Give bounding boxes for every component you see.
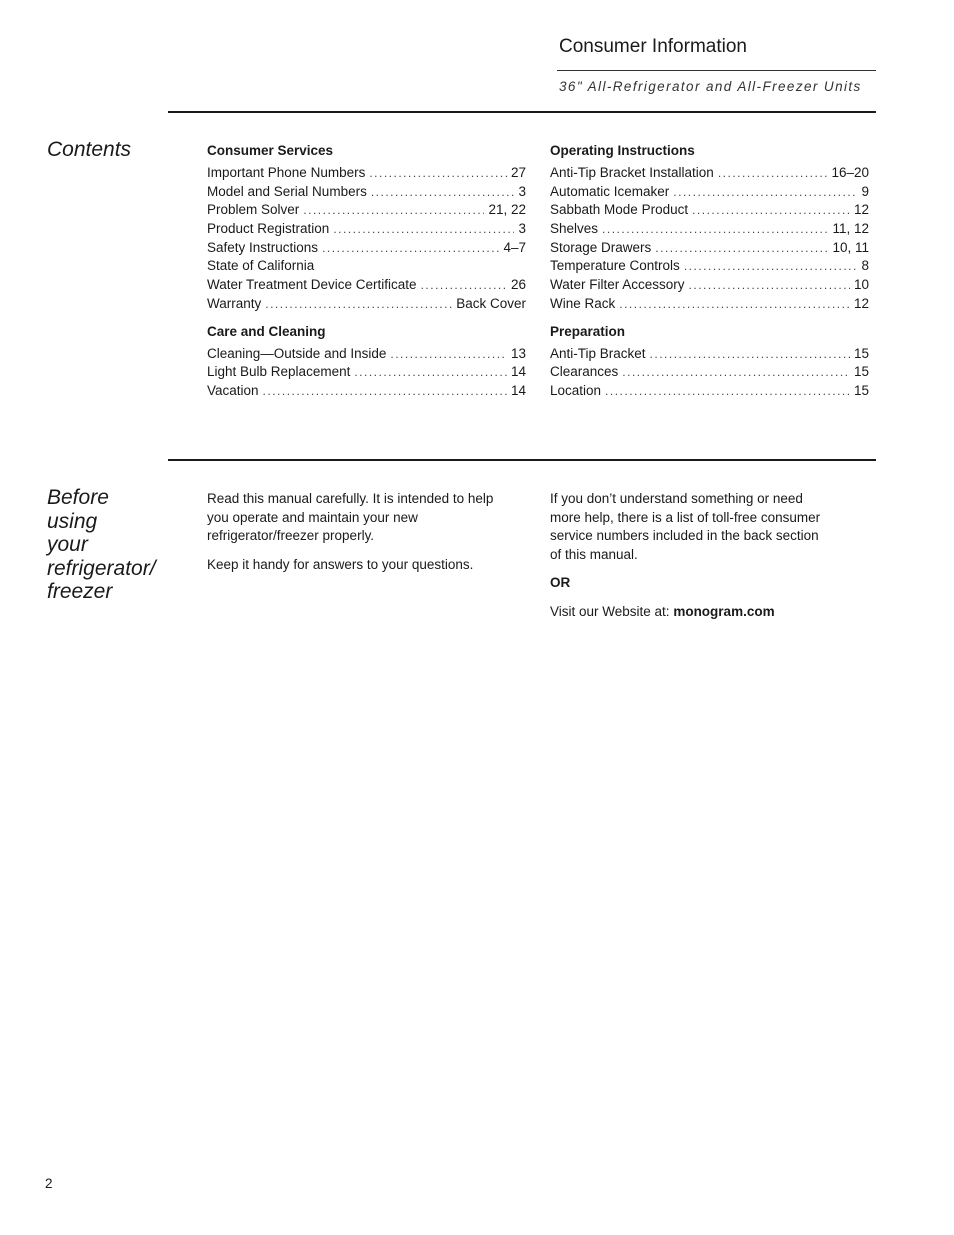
heading-line: Before xyxy=(47,486,109,509)
website-link[interactable]: monogram.com xyxy=(673,603,775,619)
toc-entry-label: Shelves xyxy=(550,221,599,237)
toc-entry xyxy=(550,257,869,276)
leader-dots xyxy=(390,345,507,364)
toc-entry xyxy=(550,295,869,314)
toc-entry-label: Vacation xyxy=(207,382,259,398)
toc-entry-page: 3 xyxy=(518,183,526,199)
before-using-heading xyxy=(47,486,156,604)
toc-group-consumer-services xyxy=(207,142,526,314)
leader-dots xyxy=(650,345,850,364)
toc-entry-label: Water Filter Accessory xyxy=(550,277,685,293)
before-using-right-text xyxy=(550,490,822,631)
toc-entry xyxy=(550,164,869,183)
toc-entry-page: 27 xyxy=(510,165,526,180)
page-header-title: Consumer Information xyxy=(559,36,747,57)
toc-entry xyxy=(207,183,526,202)
toc-group-title: Operating Instructions xyxy=(550,143,695,158)
toc-entry-page: 14 xyxy=(510,364,526,380)
toc-entry xyxy=(550,220,869,239)
toc-entry-page: 12 xyxy=(853,295,869,311)
toc-entry xyxy=(207,345,526,364)
toc-entry-label: Water Treatment Device Certificate xyxy=(207,277,417,293)
leader-dots xyxy=(673,183,857,202)
toc-entry-label: Light Bulb Replacement xyxy=(207,364,351,380)
toc-entry xyxy=(207,382,526,401)
toc-entry-page: 8 xyxy=(861,258,869,274)
heading-line: using xyxy=(47,509,98,533)
leader-dots xyxy=(718,164,828,183)
toc-entry xyxy=(207,363,526,382)
heading-line: your xyxy=(47,533,88,556)
leader-dots xyxy=(689,276,850,295)
toc-right-column xyxy=(550,142,869,410)
toc-entry-label: Automatic Icemaker xyxy=(550,183,670,199)
toc-entry-label: Model and Serial Numbers xyxy=(207,183,367,199)
toc-entry-page: 10 xyxy=(853,277,869,293)
leader-dots xyxy=(655,239,828,258)
leader-dots xyxy=(602,220,828,239)
toc-entry-page: 11, 12 xyxy=(832,221,869,237)
leader-dots xyxy=(605,382,850,401)
leader-dots xyxy=(692,201,850,220)
toc-entry-label: Product Registration xyxy=(207,221,330,237)
toc-entry xyxy=(207,239,526,258)
toc-entry-label: Clearances xyxy=(550,364,619,380)
leader-dots xyxy=(684,257,858,276)
toc-entry-label: Temperature Controls xyxy=(550,258,680,274)
toc-entry-label: Problem Solver xyxy=(207,202,300,218)
toc-entry-page: 26 xyxy=(510,277,526,293)
before-using-left-text xyxy=(207,490,507,584)
toc-entry-page: 15 xyxy=(853,345,869,361)
leader-dots xyxy=(303,201,484,220)
toc-entry-page: 10, 11 xyxy=(832,239,869,255)
toc-entry xyxy=(207,164,526,183)
leader-dots xyxy=(263,382,507,401)
toc-entry-page: 15 xyxy=(853,364,869,380)
toc-entry-label: Storage Drawers xyxy=(550,239,652,255)
website-line xyxy=(550,603,822,622)
page-number: 2 xyxy=(45,1176,53,1191)
leader-dots xyxy=(322,239,499,258)
toc-entry-page: 12 xyxy=(853,202,869,218)
toc-entry-page: 9 xyxy=(861,183,869,199)
toc-entry-page: 4–7 xyxy=(503,239,526,255)
toc-entry xyxy=(207,276,526,295)
toc-entry-label: Anti-Tip Bracket xyxy=(550,345,646,361)
toc-entry xyxy=(207,295,526,314)
toc-entry-label: Sabbath Mode Product xyxy=(550,202,689,218)
intro-paragraph: Read this manual carefully. It is intended to help you operate and maintain your new refrigerator/freezer properly. xyxy=(207,491,494,544)
toc-group-title: Consumer Services xyxy=(207,143,334,158)
toc-entry-label: State of California xyxy=(207,258,315,274)
toc-entry xyxy=(550,276,869,295)
keep-handy-paragraph: Keep it handy for answers to your questions. xyxy=(207,556,474,572)
toc-entry-page: 13 xyxy=(510,345,526,361)
toc-entry xyxy=(550,345,869,364)
toc-entry xyxy=(550,201,869,220)
toc-entry-label: Anti-Tip Bracket Installation xyxy=(550,165,714,180)
heading-line: refrigerator/ xyxy=(47,556,156,580)
toc-entry xyxy=(550,183,869,202)
toc-group-operating-instructions xyxy=(550,142,869,314)
toc-entry-page: 15 xyxy=(853,382,869,398)
leader-dots xyxy=(421,276,507,295)
toc-entry-page: 14 xyxy=(510,382,526,398)
toc-entry-label: Warranty xyxy=(207,295,262,311)
toc-entry xyxy=(550,382,869,401)
leader-dots xyxy=(333,220,514,239)
toc-entry-page: 16–20 xyxy=(831,165,869,180)
leader-dots xyxy=(622,363,850,382)
leader-dots xyxy=(371,183,515,202)
toc-entry-label: Safety Instructions xyxy=(207,239,319,255)
toc-group-title: Preparation xyxy=(550,323,626,339)
leader-dots xyxy=(354,363,507,382)
toc-entry-label: Cleaning—Outside and Inside xyxy=(207,345,387,361)
heading-line: freezer xyxy=(47,580,113,603)
toc-entry xyxy=(207,220,526,239)
contents-heading: Contents xyxy=(47,138,132,161)
contents-divider xyxy=(168,111,876,113)
toc-group-care-and-cleaning xyxy=(207,323,526,401)
toc-entry xyxy=(550,239,869,258)
before-using-divider xyxy=(168,459,876,461)
toc-entry xyxy=(207,201,526,220)
header-divider xyxy=(557,70,876,71)
toc-entry-label: Location xyxy=(550,382,602,398)
toc-group-title: Care and Cleaning xyxy=(207,323,326,339)
toc-group-preparation xyxy=(550,323,869,401)
leader-dots xyxy=(369,164,507,183)
toc-entry-page: 3 xyxy=(518,221,526,237)
or-label: OR xyxy=(550,575,571,591)
toc-entry-label: Wine Rack xyxy=(550,295,616,311)
website-label: Visit our Website at: xyxy=(550,603,674,619)
page-header-subtitle: 36" All-Refrigerator and All-Freezer Units xyxy=(559,79,862,94)
leader-dots xyxy=(265,295,452,314)
help-paragraph: If you don’t understand something or need more help, there is a list of toll-free consumer service numbers included in the back section of this manual. xyxy=(550,491,821,563)
toc-entry-page: Back Cover xyxy=(456,295,526,311)
leader-dots xyxy=(619,295,850,314)
toc-entry-label: Important Phone Numbers xyxy=(207,165,366,180)
toc-entry xyxy=(550,363,869,382)
toc-left-column xyxy=(207,142,526,410)
toc-entry-page: 21, 22 xyxy=(488,202,526,218)
